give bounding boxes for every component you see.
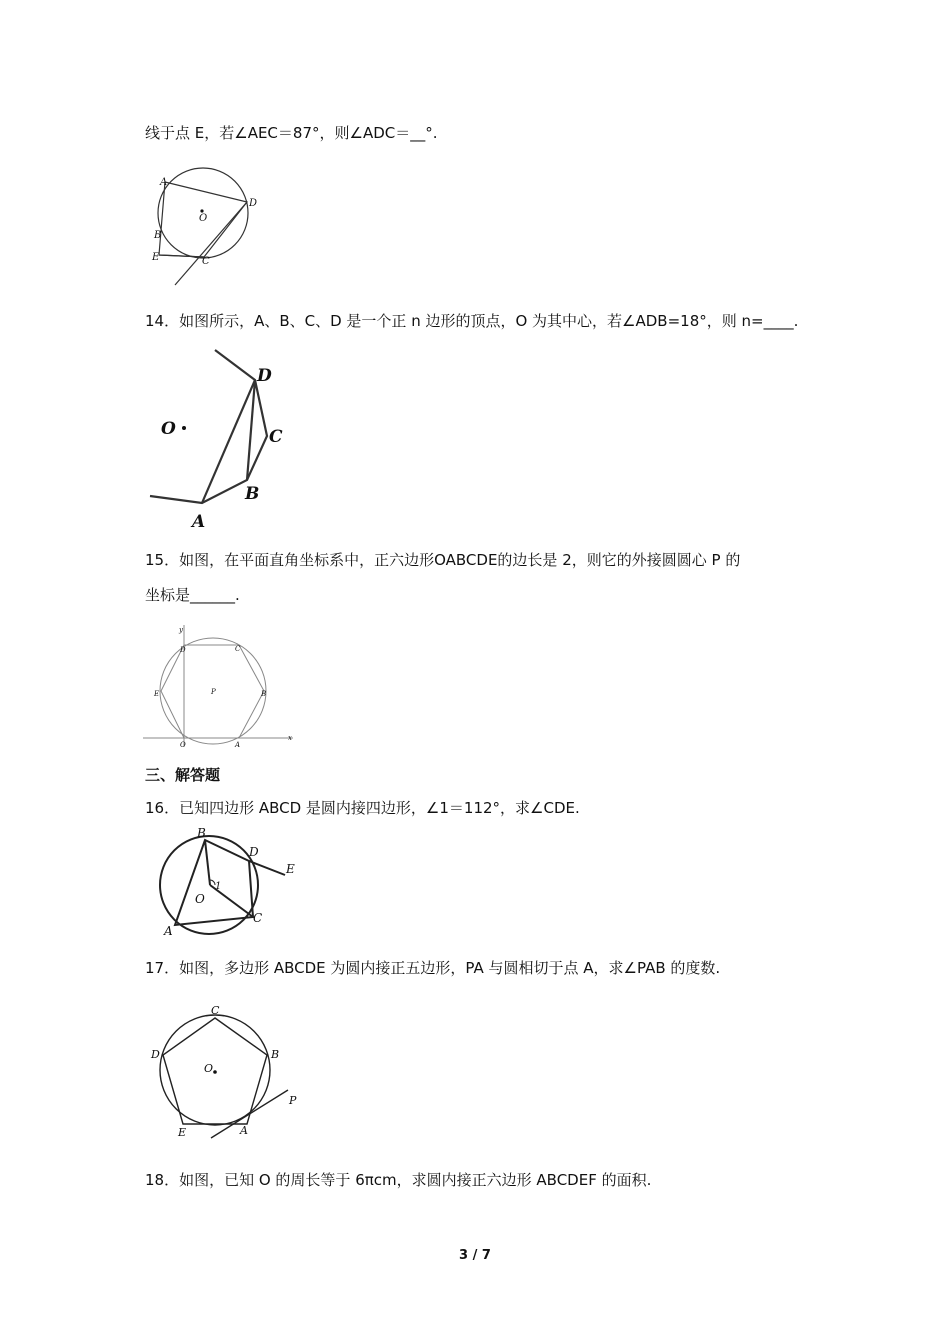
circle [160, 1015, 270, 1125]
q13-text: 线于点 E，若∠AEC＝87°，则∠ADC＝__°. [145, 124, 438, 142]
radius-OB [205, 840, 210, 885]
label-y: y [179, 626, 183, 634]
label-D: D [151, 1048, 160, 1061]
q15-text-line1: 15．如图，在平面直角坐标系中，正六边形OABCDE的边长是 2，则它的外接圆圆心 P 的 [145, 551, 741, 569]
label-E: E [154, 690, 160, 698]
q17-text: 17．如图，多边形 ABCDE 为圆内接正五边形，PA 与圆相切于点 A，求∠PAB 的度数. [145, 959, 721, 977]
label-B: B [197, 826, 206, 840]
label-C: C [211, 1004, 220, 1017]
label-D: D [249, 198, 258, 209]
label-O: O [195, 892, 205, 906]
label-P: P [211, 688, 216, 696]
label-C: C [269, 427, 283, 447]
figure-15 [143, 622, 298, 752]
center-dot [182, 426, 186, 430]
label-D: D [257, 366, 272, 386]
figure-14 [145, 350, 305, 535]
label-O: O [180, 741, 186, 749]
center-dot [213, 1070, 217, 1074]
figure-13 [145, 160, 265, 290]
label-E: E [178, 1126, 187, 1139]
label-B: B [245, 484, 260, 504]
label-D: D [180, 646, 186, 654]
label-A: A [235, 741, 241, 749]
figure-17 [148, 1000, 308, 1145]
section-heading: 三、解答题 [145, 766, 221, 784]
label-O: O [161, 419, 176, 439]
q15-text-line2: 坐标是______. [145, 586, 240, 604]
label-C: C [253, 911, 263, 925]
label-B: B [261, 690, 267, 698]
label-E: E [152, 252, 160, 263]
label-x: x [288, 734, 292, 742]
extension-line [159, 255, 204, 257]
label-O: O [199, 213, 208, 224]
label-A: A [160, 177, 168, 188]
label-angle-1: 1 [215, 881, 222, 892]
label-A: A [192, 512, 206, 532]
page-number: 3 / 7 [459, 1248, 491, 1263]
label-P: P [289, 1094, 297, 1107]
tangent-PA [211, 1090, 288, 1138]
label-C: C [202, 256, 210, 267]
label-B: B [154, 230, 162, 241]
label-C: C [235, 645, 241, 653]
q18-text: 18．如图，已知 O 的周长等于 6πcm，求圆内接正六边形 ABCDEF 的面积. [145, 1171, 652, 1189]
label-A: A [240, 1124, 248, 1137]
q16-text: 16．已知四边形 ABCD 是圆内接四边形，∠1＝112°，求∠CDE. [145, 799, 580, 817]
label-A: A [164, 924, 173, 938]
figure-16 [155, 825, 305, 940]
q14-text: 14．如图所示，A、B、C、D 是一个正 n 边形的顶点，O 为其中心，若∠ADB=18°，则 n=____. [145, 312, 799, 330]
label-E: E [286, 862, 295, 876]
label-B: B [271, 1048, 280, 1061]
label-D: D [249, 845, 259, 859]
label-O: O [204, 1062, 214, 1075]
